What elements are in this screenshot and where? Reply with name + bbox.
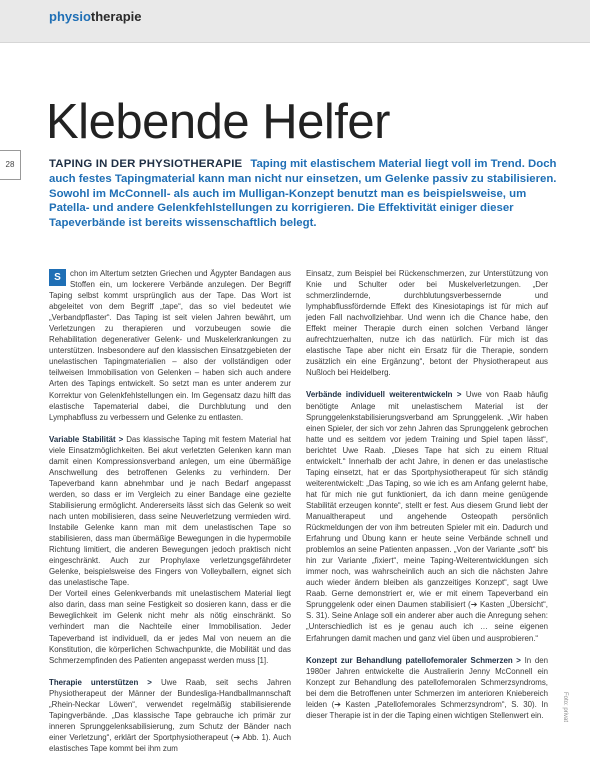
subheading: Variable Stabilität > <box>49 434 124 444</box>
paragraph <box>49 677 291 754</box>
paragraph-text: Uwe Raab, seit sechs Jahren Physiotherapeut der Männer der Bundesliga-Handballmannschaft „Rhein-Neckar Löwen“, verwendet regelmäßig stabilisierende Tapingverbände. „Das klassische Tape gebrauche ich primär zur inneren Sprunggelenksabilisierung, zum Schutz der Bänder nach einer Verletzung“, erklärt der Sportphysiotherapeut (➔ Abb. 1). Auch elastisches Tape kommt bei ihm zum <box>49 677 291 753</box>
paragraph-text: In den 1980er Jahren entwickelte die Australierin Jenny McConnell ein Konzept zur Behandlung des patellofemoralen Schmerzsyndroms, bei dem die Betroffenen unter Schmerzen im anterioren Kniebereich leiden (➔ Kasten „Patellofemorales Schmerzsyndrom“, S. 30). In dieser Therapie ist in der die Taping einen wichtigen Stellenwert ein. <box>306 655 548 720</box>
drop-cap: S <box>49 269 66 286</box>
paragraph <box>306 389 548 643</box>
paragraph-text: Einsatz, zum Beispiel bei Rückenschmerzen, zur Unterstützung von Knie und Schulter oder bei Muskelverletzungen. „Der schmerzlindernde, durchblutungsverbessernde und lymphabflussfördernde Effekt des Kinesiotapings ist für mich auf jeden Fall nachvollziehbar. Und wenn ich die Chance habe, den Effekt meiner Therapie durch einen solchen Verband länger aufrechtzuerhalten, nutze ich das natürlich. Für mich ist das elastische Tape aber nicht ein Ersatz für die Therapie, sondern zusätzlich ein eine Ergänzung“, betont der Physiotherapeut aus Nußloch bei Heidelberg. <box>306 269 548 378</box>
paragraph <box>49 268 291 423</box>
header-band <box>0 0 590 43</box>
article-intro <box>49 157 557 231</box>
paragraph <box>306 655 548 721</box>
paragraph <box>306 268 548 378</box>
section-label-part1: physio <box>49 9 91 24</box>
section-label <box>49 9 141 24</box>
right-column <box>306 268 548 768</box>
page-number: 28 <box>0 150 21 180</box>
paragraph-text: Das klassische Taping mit festem Material hat viele Einsatzmöglichkeiten. Bei akut verletzten Gelenken kann man damit einen Kompressionsverband anlegen, um eine übermäßige Anschwellung des betroffenen Gelenks zu verhindern. Der Tapeverband kann abnehmbar und je nach Bedarf angepasst werden, so dass er im Vergleich zu einer Bandage eine gezielte Stabilisierung ermöglicht. Andererseits lässt sich das Gelenk so weit nach unten mobilisieren, dass seine Neuverletzung vermieden wird. Instabile Gelenke kann man mit dem unelastischen Tape so stabilisieren, dass man übermäßige Bewegungen in die hypermobile Richtung limitiert, die anderen Bewegungen jedoch praktisch nicht eingeschränkt. Auch zur Prophylaxe verletzungsgefährdeter Gelenke, beispielsweise des Fingers von Volleyballern, eignet sich das unelastische Tape. <box>49 434 291 588</box>
intro-kicker: TAPING IN DER PHYSIOTHERAPIE <box>49 158 243 170</box>
intro-lead: Taping mit elastischem Material liegt voll im Trend. Doch auch festes Tapingmaterial kann man nicht nur einsetzen, um Gelenke passiv zu stabilisieren. Sowohl im McConnell- als auch im Mulligan-Konzept benutzt man es beispielsweise, um Patella- und andere Gelenkfehlstellungen zu korrigieren. Die Effektivität einiger dieser Tapeverbände ist bereits wissenschaftlich belegt. <box>49 158 557 230</box>
section-label-part2: therapie <box>90 9 142 24</box>
subheading: Konzept zur Behandlung patellofemoraler Schmerzen > <box>306 655 521 665</box>
left-column <box>49 268 291 768</box>
paragraph <box>49 588 291 665</box>
photo-credit: Foto: privat <box>562 692 568 723</box>
paragraph-text: Der Vorteil eines Gelenkverbands mit unelastischem Material liegt also darin, dass man seine Festigkeit so dosieren kann, dass er die Beweglichkeit im Gelenk nicht mehr als nötig einschränkt. So verhindert man die Nachteile einer Immobilisation. Jeder Tapeverband ist individuell, da er jedes Mal von neuem an die Konstitution, die körperlichen Schwachpunkte, die Mobilität und das Schmerzempfinden des Patienten angepasst werden muss [1]. <box>49 589 291 665</box>
article-headline: Klebende Helfer <box>46 95 390 149</box>
paragraph <box>49 434 291 589</box>
paragraph-text: Uwe von Raab häufig benötigte Anlage mit unelastischem Material ist der Sprunggelenkstabilisierungsverband am Sprunggelenk. „Wir haben einen Spieler, der sich vor zehn Jahren das Sprunggelenk gebrochen hatte und es seitdem vor jedem Training und Spiel tapen lässt“, berichtet Uwe Raab. „Dieses Tape hat sich zu einem Ritual entwickelt.“ Innerhalb der acht Jahre, in denen er das unelastische Taping einsetzt, hat er das Sportphysiotherapeut für sich ständig weiterentwickelt: „Das Taping, so wie ich es am Anfang gelernt habe, hat für mich nie gut funktioniert, da ich dann meine genügende Stabilität erzeugen konnte“, stellt er fest. Aus diesem Grund liebt der Manualtherapeut und angehende Osteopath persönlich Rückmeldungen der von ihm betreuten Spieler mit ein. Dadurch und Erfahrung und Übung kann er heute seine Verbände schnell und problemlos an seine Patienten anpassen. „Von der Variante „soft“ bis hin zur Variante „fixiert“, meine Taping-Weiterentwicklungen sich immer noch, was wahrscheinlich auch an sich die nächsten Jahre auch wieder ändern bleiben als ganzzeitiges Konzept“, sagt Uwe Raab. Gerne demonstriert er, wie er mit einem Tapeverband ein Sprunggelenk oder einen Daumen stabilisiert (➔ Kasten „Übersicht“, S. 31). Seine Anlage soll ein anderer aber auch die Anregung sehen: „Unterschiedlich ist es je genau auch ich … seine eigenen Erfahrungen damit machen und ganz viel üben und ausprobieren.“ <box>306 390 548 643</box>
paragraph-text: chon im Altertum setzten Griechen und Ägypter Bandagen aus Stoffen ein, um lockerere Verbände anzulegen. Der Begriff Taping selbst kommt ursprünglich aus der Tape. Das Wort ist abgeleitet von dem Begriff „tape“, das so viel bedeutet wie „Verbandpflaster“. Das Taping ist seit vielen Jahren bewährt, um Verletzungen zu therapieren und vorzubeugen sowie die Rehabilitation degenerativer Gelenk- und Muskelerkrankungen zu unterstützen. Insbesondere auf den klassischen Einsatzgebieten der unelastischen Tapingmaterialien – also der vollständigen oder teilweisen Immobilisation von Gelenken – haben sich auch andere Arten des Tapings entwickelt. So setzt man es unter anderem zur Korrektur von Gelenkfehlstellungen ein. Im Gegensatz dazu hilft das elastische Tapematerial dabei, die Durchblutung und den Lymphabfluss zu verbessern und Gelenke zu entlasten. <box>49 269 291 422</box>
subheading: Verbände individuell weiterentwickeln > <box>306 390 462 400</box>
subheading: Therapie unterstützen > <box>49 677 152 687</box>
